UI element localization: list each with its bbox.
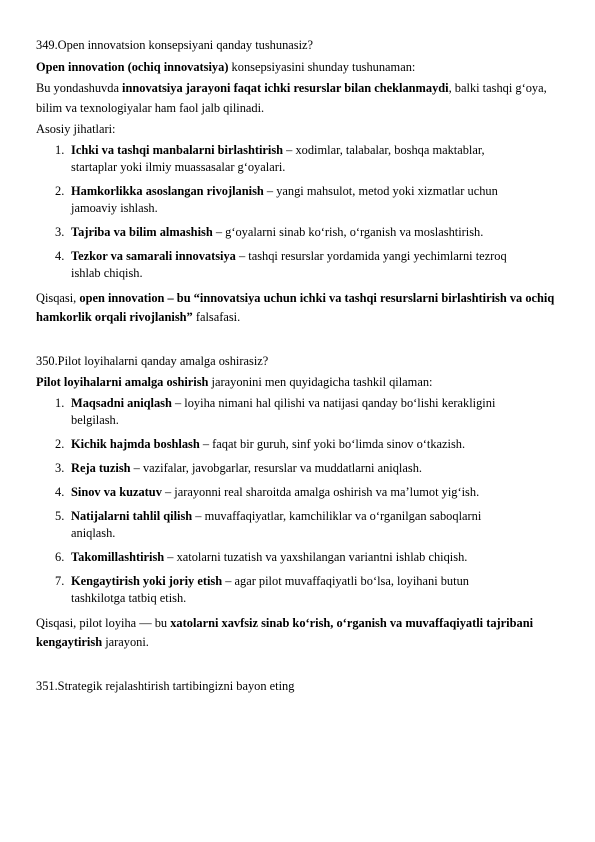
question-349: 349.Open innovatsion konsepsiyani qanday tushunasiz? — [36, 38, 314, 52]
q349-paragraph: Bu yondashuvda innovatsiya jarayoni faqat ichki resurslar bilan cheklanmaydi, balki tashqi g‘oya, bilim va texnologiyalar ham faol jalb qilinadi. — [36, 81, 547, 115]
section-gap — [36, 330, 575, 352]
q349-aspects-label: Asosiy jihatlari: — [36, 122, 116, 136]
section-gap — [36, 655, 575, 677]
list-item: 3. Tajriba va bilim almashish – g‘oyalarni sinab ko‘rish, o‘rganish va moslashtirish. — [55, 224, 484, 239]
question-351: 351.Strategik rejalashtirish tartibingizni bayon eting — [36, 678, 295, 693]
list-item: 4. Sinov va kuzatuv – jarayonni real sharoitda amalga oshirish va ma’lumot yig‘ish. — [55, 484, 480, 499]
list-item: 5. Natijalarni tahlil qilish – muvaffaqiyatlar, kamchiliklar va o‘rganilgan saboqlarni aniqlash. — [55, 508, 482, 540]
list-item: 1. Ichki va tashqi manbalarni birlashtirish – xodimlar, talabalar, boshqa maktablar, startaplar yoki ilmiy muassasalar g‘oyalari. — [55, 142, 485, 174]
q349-list — [36, 142, 575, 282]
list-item: 7. Kengaytirish yoki joriy etish – agar pilot muvaffaqiyatli bo‘lsa, loyihani butun tashkilotga tatbiq etish. — [55, 573, 469, 605]
list-item: 2. Hamkorlikka asoslangan rivojlanish – yangi mahsulot, metod yoki xizmatlar uchun jamoaviy ishlash. — [55, 183, 498, 215]
list-item: 6. Takomillashtirish – xatolarni tuzatish va yaxshilangan variantni ishlab chiqish. — [55, 549, 468, 564]
q350-list — [36, 395, 575, 607]
list-item: 2. Kichik hajmda boshlash – faqat bir guruh, sinf yoki bo‘limda sinov o‘tkazish. — [55, 436, 466, 451]
q349-summary: Qisqasi, open innovation – bu “innovatsiya uchun ichki va tashqi resurslarni birlashtirish va ochiq hamkorlik orqali rivojlanish” falsafasi. — [36, 290, 555, 324]
list-item: 1. Maqsadni aniqlash – loyiha nimani hal qilishi va natijasi qanday bo‘lishi kerakligini belgilash. — [55, 395, 496, 427]
list-item: 3. Reja tuzish – vazifalar, javobgarlar, resurslar va muddatlarni aniqlash. — [55, 460, 422, 475]
question-350: 350.Pilot loyihalarni qanday amalga oshirasiz? — [36, 353, 269, 368]
q350-intro: Pilot loyihalarni amalga oshirish jarayonini men quyidagicha tashkil qilaman: — [36, 375, 433, 389]
list-item: 4. Tezkor va samarali innovatsiya – tashqi resurslar yordamida yangi yechimlarni tezroq ishlab chiqish. — [55, 248, 507, 280]
q349-intro: Open innovation (ochiq innovatsiya) konsepsiyasini shunday tushunaman: — [36, 59, 416, 74]
q350-summary: Qisqasi, pilot loyiha — bu xatolarni xavfsiz sinab ko‘rish, o‘rganish va muvaffaqiyatli tajribani kengaytirish jarayoni. — [36, 615, 534, 649]
